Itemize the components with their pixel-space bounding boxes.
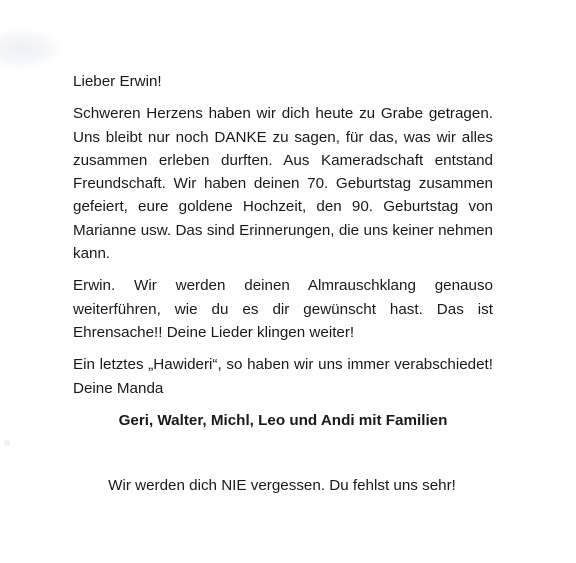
letter-greeting: Lieber Erwin! (73, 73, 162, 90)
closing-line: Wir werden dich NIE vergessen. Du fehlst uns sehr! (108, 477, 456, 494)
letter-paragraph-2: Erwin. Wir werden deinen Almrauschklang genauso weiterführen, wie du es dir gewünscht hast. Das ist Ehrensache!! Deine Lieder klingen weiter! (73, 277, 493, 341)
letter-signoff: Geri, Walter, Michl, Leo und Andi mit Familien (118, 411, 448, 429)
letter-paragraph-3: Ein letztes „Hawideri“, so haben wir uns immer verabschiedet! Deine Manda (73, 356, 493, 397)
letter-paragraph-1: Schweren Herzens haben wir dich heute zu Grabe getragen. Uns bleibt nur noch DANKE zu sagen, für das, was wir alles zusammen erleben durften. Aus Kameradschaft entstand Freundschaft. Wir haben deinen 70. Geburtstag zusammen gefeiert, eure goldene Hochzeit, den 90. Geburtstag von Marianne usw. Das sind Erinnerungen, die uns keiner nehmen kann. (73, 105, 493, 263)
background-dot (4, 440, 10, 446)
condolence-letter (73, 70, 493, 441)
background-smudge (0, 30, 60, 68)
